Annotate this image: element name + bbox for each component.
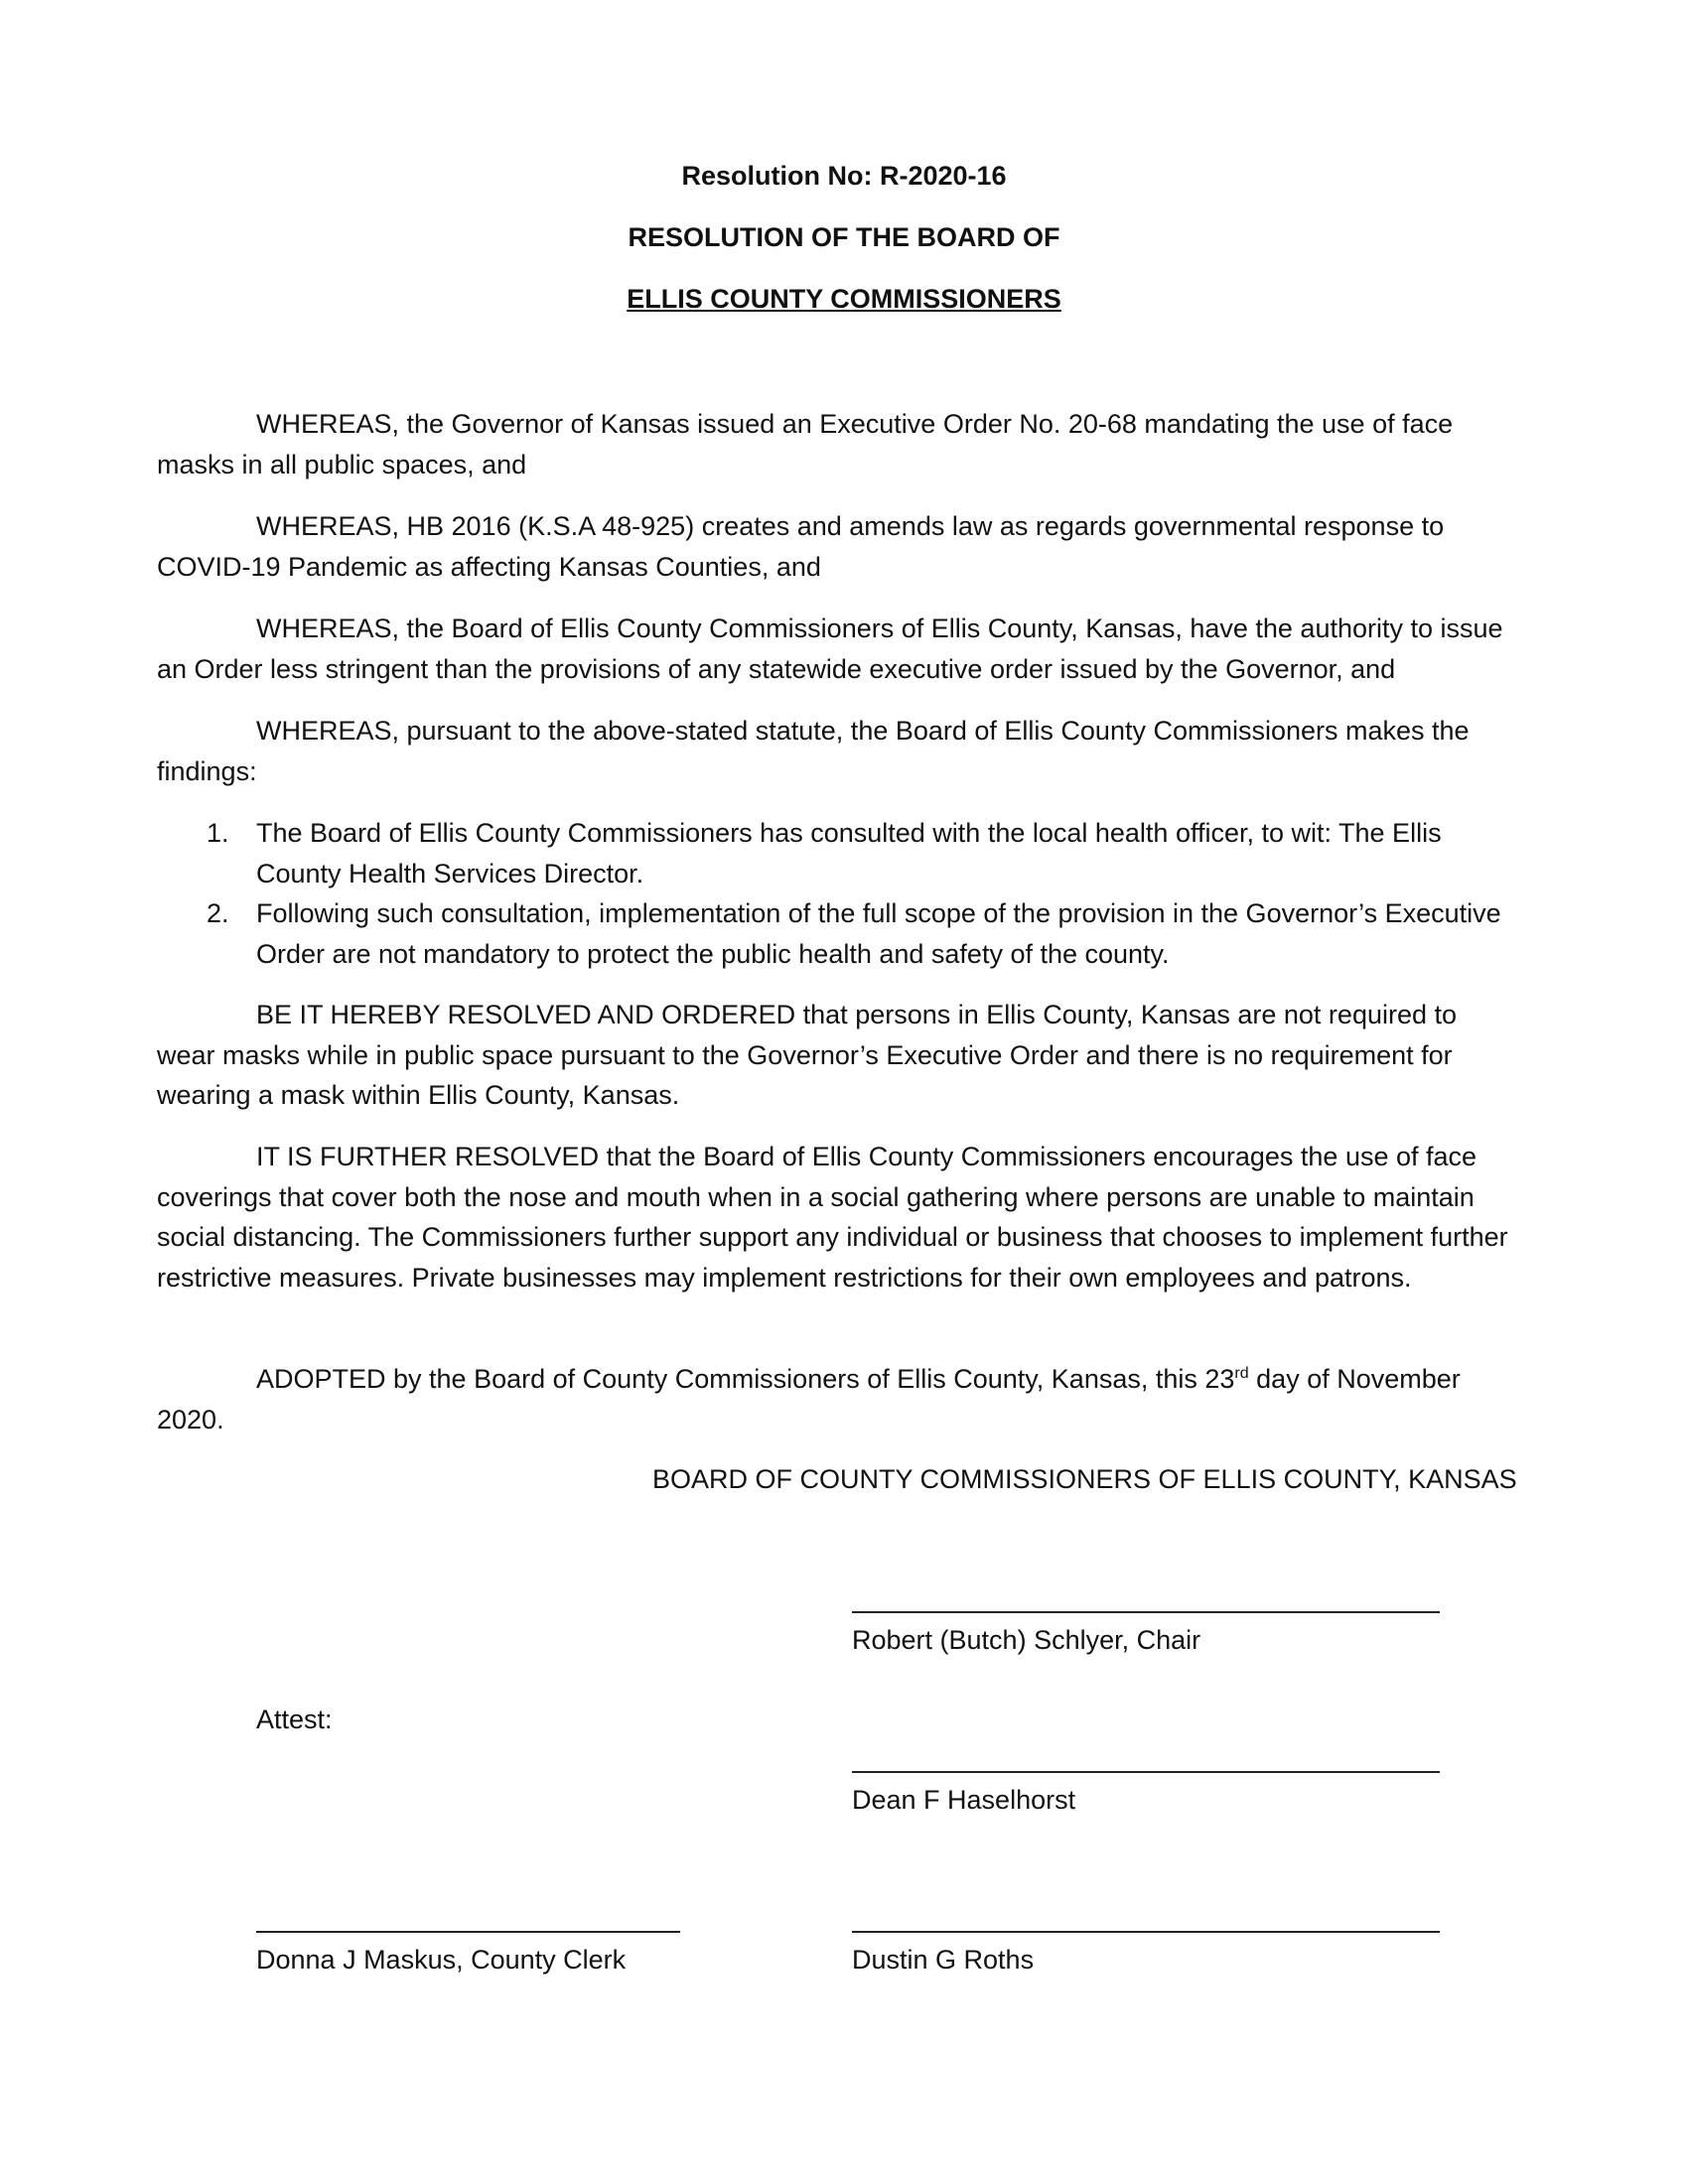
resolved-text: BE IT HEREBY RESOLVED AND ORDERED that persons in Ellis County, Kansas are not required to wear masks while in public space pursuant to the Governor’s Executive Order and there is no requirement for wearing a mask within Ellis County, Kansas. (157, 1000, 1458, 1110)
signature-line-clerk (256, 1931, 680, 1933)
whereas-text-4: WHEREAS, pursuant to the above-stated statute, the Board of Ellis County Commissioners makes the findings: (157, 716, 1470, 786)
further-resolved-text: IT IS FURTHER RESOLVED that the Board of Ellis County Commissioners encourages the use of face coverings that cover both the nose and mouth when in a social gathering where persons are unable to maintain social distancing. The Commissioners further support any individual or business that chooses to implement further restrictive measures. Private businesses may implement restrictions for their own employees and patrons. (157, 1142, 1508, 1293)
adopted-text: ADOPTED by the Board of County Commissioners of Ellis County, Kansas, this 23 (256, 1364, 1235, 1394)
finding-item-2 (157, 893, 1517, 974)
whereas-paragraph-3 (157, 609, 1517, 689)
signature-commissioner2: Dean F Haselhorst (852, 1785, 1076, 1815)
adopted-date-suffix: rd (1234, 1365, 1249, 1382)
resolution-number: Resolution No: R-2020-16 (681, 161, 1007, 191)
attest-label: Attest: (256, 1705, 333, 1734)
whereas-text-1: WHEREAS, the Governor of Kansas issued an Executive Order No. 20-68 mandating the use of face masks in all public spaces, and (157, 409, 1454, 479)
resolution-title-line2-text: ELLIS COUNTY COMMISSIONERS (627, 284, 1061, 314)
signature-chair: Robert (Butch) Schlyer, Chair (852, 1625, 1201, 1655)
finding-number-2: 2. (207, 898, 229, 928)
whereas-paragraph-2 (157, 506, 1517, 587)
resolved-paragraph (157, 995, 1517, 1116)
finding-number-1: 1. (207, 818, 229, 848)
signature-line-commissioner3 (852, 1931, 1440, 1933)
signature-commissioner3: Dustin G Roths (852, 1945, 1035, 1975)
signature-line-commissioner2 (852, 1771, 1440, 1773)
resolution-title-line2 (0, 282, 1688, 316)
adopted-text-end: day of November 2020. (157, 1364, 1461, 1434)
finding-text-1: The Board of Ellis County Commissioners has consulted with the local health officer, to wit: The Ellis County Health Services Director. (256, 818, 1442, 888)
whereas-text-2: WHEREAS, HB 2016 (K.S.A 48-925) creates and amends law as regards governmental response to COVID-19 Pandemic as affecting Kansas Counties, and (157, 511, 1445, 582)
board-name: BOARD OF COUNTY COMMISSIONERS OF ELLIS COUNTY, KANSAS (652, 1464, 1517, 1494)
whereas-paragraph-4 (157, 711, 1517, 791)
further-resolved-paragraph (157, 1137, 1517, 1297)
finding-text-2: Following such consultation, implementation of the full scope of the provision in the Governor’s Executive Order are not mandatory to protect the public health and safety of the county. (256, 898, 1501, 969)
signature-clerk: Donna J Maskus, County Clerk (256, 1945, 627, 1975)
adopted-paragraph (157, 1359, 1517, 1439)
whereas-text-3: WHEREAS, the Board of Ellis County Commissioners of Ellis County, Kansas, have the authority to issue an Order less stringent than the provisions of any statewide executive order issued by the Governor, and (157, 614, 1503, 684)
finding-item-1 (157, 813, 1517, 893)
resolution-title-line1: RESOLUTION OF THE BOARD OF (628, 222, 1060, 252)
signature-line-chair (852, 1611, 1440, 1613)
whereas-paragraph-1 (157, 404, 1517, 484)
